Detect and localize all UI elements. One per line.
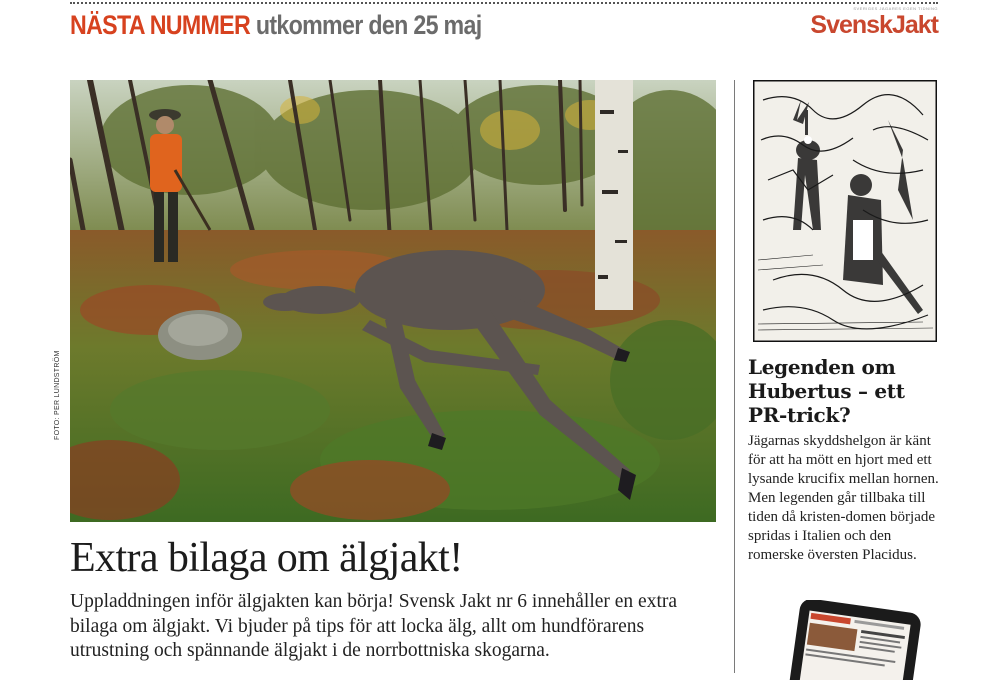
sidebar-title: Legenden om Hubertus – ett PR-trick? <box>748 355 905 427</box>
next-issue-label: NÄSTA NUMMER <box>70 10 251 40</box>
photo-credit: FOTO: PER LUNDSTRÖM <box>54 350 61 440</box>
article-headline: Extra bilaga om älgjakt! <box>70 535 463 581</box>
release-date-text: utkommer den 25 maj <box>255 10 482 40</box>
hubertus-woodcut-illustration <box>753 80 937 342</box>
phone-illustration <box>786 600 936 680</box>
moose-hunt-photo <box>70 80 716 522</box>
next-issue-header <box>70 10 482 41</box>
sidebar-text: Jägarnas skyddshelgon är känt för att ha mött en hjort med ett lysande krucifix mellan hornen. Men legenden går tillbaka till tiden då kristen-domen började spridas i Italien och den romerske översten Placidus. <box>748 433 939 563</box>
brand-tagline: SVERIGES JÄGARES EGEN TIDNING <box>853 6 938 11</box>
brand-logo: SvenskJakt <box>810 11 938 39</box>
top-dotted-rule <box>70 2 938 4</box>
brand <box>810 6 938 38</box>
article-body: Uppladdningen inför älgjakten kan börja! Svensk Jakt nr 6 innehåller en extra bilaga om älgjakt. Vi bjuder på tips för att locka älg, allt om hundförarens utrustning och spännande älgjakt i de norrbottniska skogarna. <box>70 591 678 661</box>
column-divider <box>734 80 735 673</box>
